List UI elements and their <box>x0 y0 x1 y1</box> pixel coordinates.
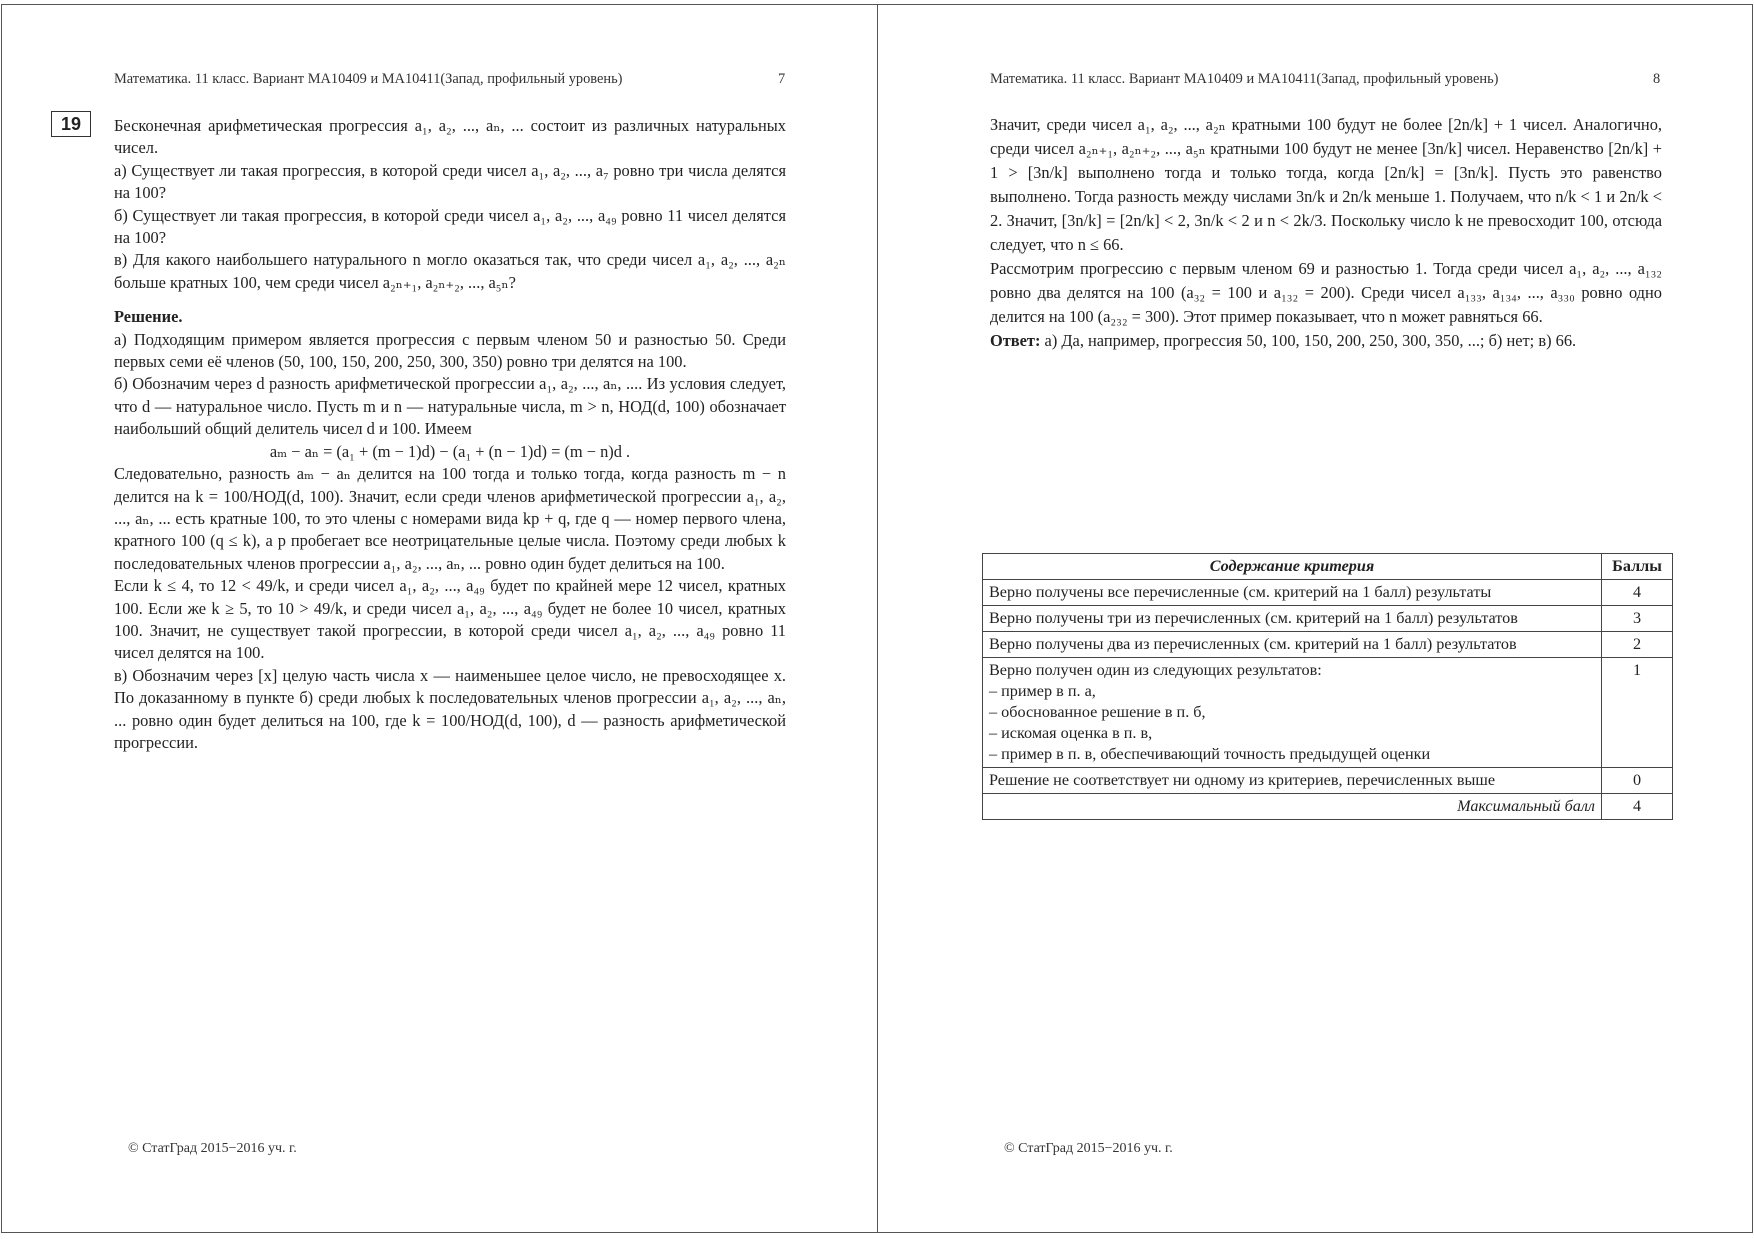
page-header: Математика. 11 класс. Вариант МА10409 и МА10411(Запад, профильный уровень) <box>990 71 1499 87</box>
max-score-value: 4 <box>1602 794 1673 820</box>
answer-label: Ответ: <box>990 331 1041 350</box>
table-header-row <box>983 554 1673 580</box>
table-row <box>983 658 1673 768</box>
criteria-cell: Решение не соответствует ни одному из критериев, перечисленных выше <box>983 768 1602 794</box>
problem-part-b: б) Существует ли такая прогрессия, в которой среди чисел a₁, a₂, ..., a₄₉ ровно 11 чисел делятся на 100? <box>114 205 786 248</box>
solution-continuation: Значит, среди чисел a₁, a₂, ..., a₂ₙ кратными 100 будут не более [2n/k] + 1 чисел. Аналогично, среди чисел a₂ₙ₊₁, a₂ₙ₊₂, ..., a₅ₙ кратными 100 будут не менее [3n/k] чисел. Неравенство [2n/k] + 1 > [3n/k] выполнено тогда и только тогда, когда [2n/k] = [3n/k]. Пусть это равенство выполнено. Тогда разность между числами 3n/k и 2n/k меньше 1. Получаем, что n/k < 1 и 2n/k < 2. Значит, [3n/k] = [2n/k] < 2, 3n/k < 2 и n < 2k/3. Поскольку число k не превосходит 100, отсюда следует, что n ≤ 66. <box>990 115 1662 254</box>
criteria-item: – пример в п. а, <box>989 682 1096 700</box>
solution-part-c: в) Обозначим через [x] целую часть числа x — наименьшее целое число, не превосходящее x. По доказанному в пункте б) среди любых k последовательных членов прогрессии a₁, a₂, ..., aₙ, ... ровно один будет делиться на 100, где k = 100/НОД(d, 100), d — разность арифметической прогрессии. <box>114 665 786 752</box>
solution-case-analysis: Если k ≤ 4, то 12 < 49/k, и среди чисел a₁, a₂, ..., a₄₉ будет по крайней мере 12 чисел, кратных 100. Если же k ≥ 5, то 10 > 49/k, и среди чисел a₁, a₂, ..., a₄₉ будет не более 10 чисел, кратных 100. Значит, не существует такой прогрессии, в которой среди чисел a₁, a₂, ..., a₄₉ ровно 11 чисел делятся на 100. <box>114 576 786 663</box>
left-content <box>114 115 786 754</box>
answer-text: а) Да, например, прогрессия 50, 100, 150, 200, 250, 300, 350, ...; б) нет; в) 66. <box>1044 331 1577 350</box>
criteria-item: – обоснованное решение в п. б, <box>989 703 1206 721</box>
max-score-label: Максимальный балл <box>983 794 1602 820</box>
solution-title: Решение. <box>114 307 183 327</box>
points-cell: 2 <box>1602 632 1673 658</box>
solution-part-a: а) Подходящим примером является прогрессия с первым членом 50 и разностью 50. Среди первых семи её членов (50, 100, 150, 200, 250, 300, 350) ровно три делятся на 100. <box>114 329 786 372</box>
table-row <box>983 606 1673 632</box>
problem-intro: Бесконечная арифметическая прогрессия a₁, a₂, ..., aₙ, ... состоит из различных натуральных чисел. <box>114 116 786 158</box>
criteria-cell: Верно получены три из перечисленных (см. критерий на 1 балл) результатов <box>983 606 1602 632</box>
page-footer: © СтатГрад 2015−2016 уч. г. <box>1004 1141 1173 1156</box>
formula-difference: aₘ − aₙ = (a₁ + (m − 1)d) − (a₁ + (n − 1)d) = (m − n)d . <box>269 441 631 461</box>
solution-consequence: Следовательно, разность aₘ − aₙ делится на 100 тогда и только тогда, когда разность m − n делится на k = 100/НОД(d, 100). Значит, если среди членов арифметической прогрессии a₁, a₂, ..., aₙ, ... есть кратные 100, то это члены с номерами вида kp + q, где q — номер первого члена, кратного 100 (q ≤ k), а p пробегает все неотрицательные целые числа. Поэтому среди любых k последовательных членов прогрессии a₁, a₂, ..., aₙ, ... ровно один будет делиться на 100. <box>114 464 786 573</box>
header-criteria: Содержание критерия <box>983 554 1602 580</box>
problem-part-a: а) Существует ли такая прогрессия, в которой среди чисел a₁, a₂, ..., a₇ ровно три числа делятся на 100? <box>114 160 786 203</box>
table-row <box>983 580 1673 606</box>
right-content <box>990 113 1662 353</box>
page-footer: © СтатГрад 2015−2016 уч. г. <box>128 1141 297 1156</box>
table-max-row <box>983 794 1673 820</box>
table-row <box>983 632 1673 658</box>
points-cell: 3 <box>1602 606 1673 632</box>
solution-part-b: б) Обозначим через d разность арифметической прогрессии a₁, a₂, ..., aₙ, .... Из условия следует, что d — натуральное число. Пусть m и n — натуральные числа, m > n, НОД(d, 100) обозначает наибольший общий делитель чисел d и 100. Имеем <box>114 374 786 439</box>
table-row <box>983 768 1673 794</box>
criteria-cell <box>983 658 1602 768</box>
points-cell: 1 <box>1602 658 1673 768</box>
answer <box>990 329 1662 353</box>
points-cell: 4 <box>1602 580 1673 606</box>
points-cell: 0 <box>1602 768 1673 794</box>
criteria-item: – пример в п. в, обеспечивающий точность предыдущей оценки <box>989 745 1431 763</box>
page-header: Математика. 11 класс. Вариант МА10409 и МА10411(Запад, профильный уровень) <box>114 71 623 87</box>
page-number: 7 <box>778 71 786 87</box>
left-page <box>1 4 878 1233</box>
criteria-cell: Верно получены все перечисленные (см. критерий на 1 балл) результаты <box>983 580 1602 606</box>
task-number-box: 19 <box>51 111 91 137</box>
solution-example: Рассмотрим прогрессию с первым членом 69 и разностью 1. Тогда среди чисел a₁, a₂, ..., a₁₃₂ ровно два делятся на 100 (a₃₂ = 100 и a₁₃₂ = 200). Среди чисел a₁₃₃, a₁₃₄, ..., a₃₃₀ ровно одно делится на 100 (a₂₃₂ = 300). Этот пример показывает, что n может равняться 66. <box>990 259 1662 326</box>
criteria-lead: Верно получен один из следующих результатов: <box>989 661 1322 679</box>
criteria-table <box>982 553 1673 820</box>
page-number: 8 <box>1653 71 1661 87</box>
right-page <box>877 4 1753 1233</box>
criteria-cell: Верно получены два из перечисленных (см. критерий на 1 балл) результатов <box>983 632 1602 658</box>
criteria-item: – искомая оценка в п. в, <box>989 724 1153 742</box>
problem-part-c: в) Для какого наибольшего натурального n могло оказаться так, что среди чисел a₁, a₂, ..., a₂ₙ больше кратных 100, чем среди чисел a₂ₙ₊₁, a₂ₙ₊₂, ..., a₅ₙ? <box>114 250 786 292</box>
header-points: Баллы <box>1602 554 1673 580</box>
